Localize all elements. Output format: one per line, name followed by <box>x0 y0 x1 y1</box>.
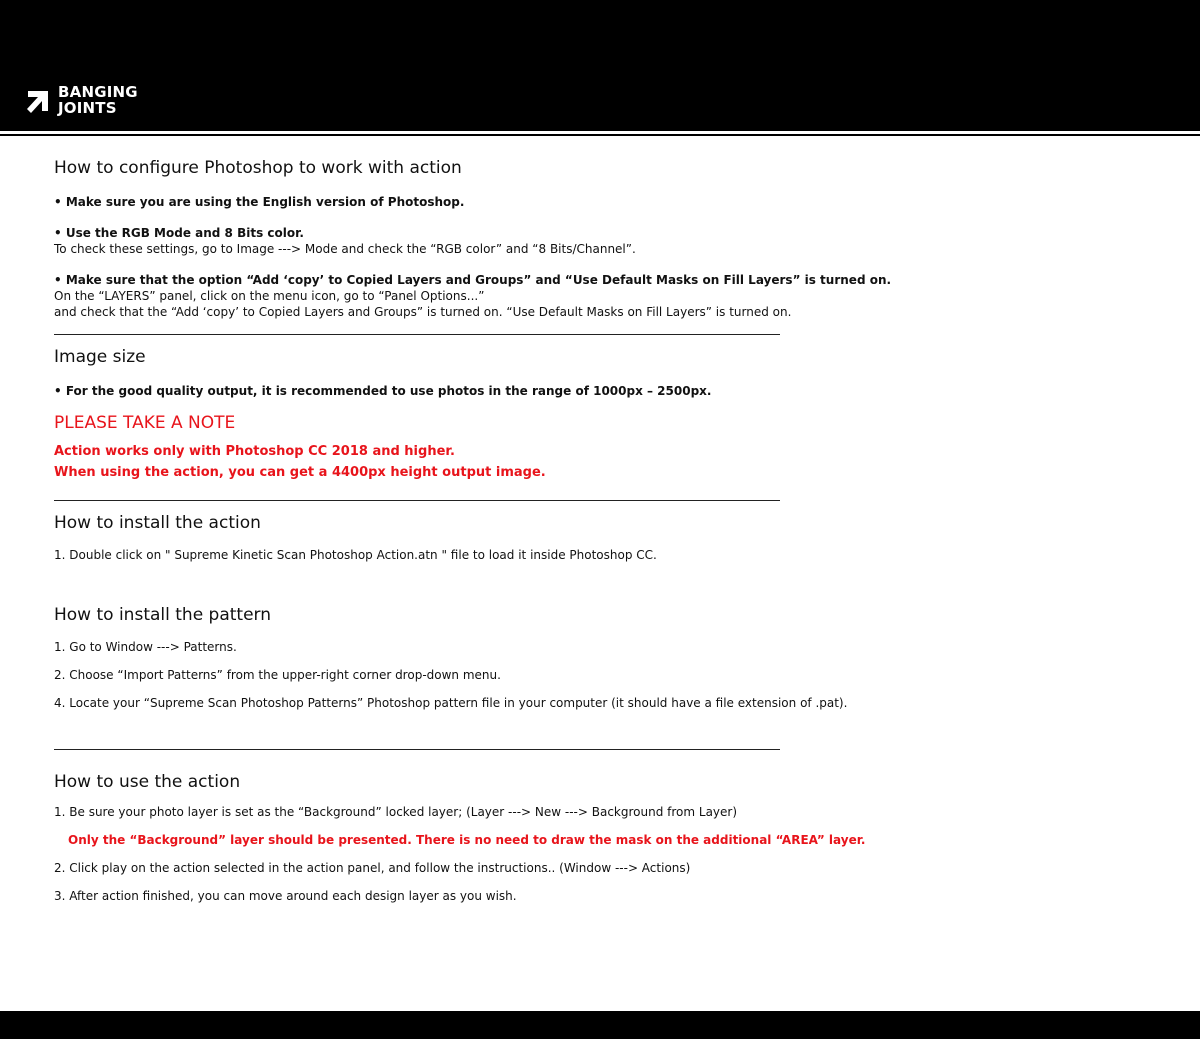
configure-item-layers: • Make sure that the option “Add ‘copy’ to Copied Layers and Groups” and “Use Default Masks on Fill Layers” is turned on. <box>54 273 892 287</box>
section-divider <box>54 500 780 501</box>
configure-item-layers-desc1: On the “LAYERS” panel, click on the menu icon, go to “Panel Options...” <box>54 289 485 303</box>
brand-name-line1: BANGING <box>58 83 138 101</box>
brand-name-line2: JOINTS <box>58 99 117 117</box>
image-size-section <box>54 345 1154 399</box>
instructions-content <box>54 156 1154 904</box>
use-action-step1: 1. Be sure your photo layer is set as the “Background” locked layer; (Layer ---> New ---> Background from Layer) <box>54 805 738 819</box>
image-size-item: • For the good quality output, it is recommended to use photos in the range of 1000px – 2500px. <box>54 384 712 398</box>
note-section <box>54 411 1154 483</box>
install-action-step1: 1. Double click on " Supreme Kinetic Scan Photoshop Action.atn " file to load it inside Photoshop CC. <box>54 548 657 562</box>
configure-title: How to configure Photoshop to work with action <box>54 158 462 178</box>
configure-item-layers-desc2: and check that the “Add ‘copy’ to Copied Layers and Groups” is turned on. “Use Default Masks on Fill Layers” is turned on. <box>54 305 792 319</box>
note-line-height: When using the action, you can get a 4400px height output image. <box>54 465 546 480</box>
footer-bar <box>0 1011 1200 1039</box>
arrow-logo-icon <box>26 85 52 115</box>
section-divider <box>54 749 780 750</box>
section-divider <box>54 334 780 335</box>
configure-item-rgb: • Use the RGB Mode and 8 Bits color. <box>54 226 304 240</box>
install-pattern-step1: 1. Go to Window ---> Patterns. <box>54 640 237 654</box>
configure-item-english: • Make sure you are using the English version of Photoshop. <box>54 195 465 209</box>
configure-item-rgb-desc: To check these settings, go to Image ---> Mode and check the “RGB color” and “8 Bits/Channel”. <box>54 242 636 256</box>
use-action-title: How to use the action <box>54 772 241 792</box>
install-action-section <box>54 511 1154 563</box>
use-action-section <box>54 770 1154 904</box>
image-size-title: Image size <box>54 347 146 367</box>
header-bar <box>0 0 1200 131</box>
install-pattern-step4: 4. Locate your “Supreme Scan Photoshop Patterns” Photoshop pattern file in your computer (it should have a file extension of .pat). <box>54 696 848 710</box>
install-pattern-step2: 2. Choose “Import Patterns” from the upper-right corner drop-down menu. <box>54 668 501 682</box>
install-action-title: How to install the action <box>54 513 261 533</box>
configure-section <box>54 156 1154 320</box>
brand-name <box>58 84 138 116</box>
note-line-version: Action works only with Photoshop CC 2018 and higher. <box>54 444 455 459</box>
install-pattern-title: How to install the pattern <box>54 605 272 625</box>
note-title: PLEASE TAKE A NOTE <box>54 413 236 433</box>
use-action-step3: 3. After action finished, you can move around each design layer as you wish. <box>54 889 517 903</box>
install-pattern-section <box>54 603 1154 711</box>
brand-logo <box>26 84 138 116</box>
header-underline <box>0 134 1200 136</box>
use-action-step2: 2. Click play on the action selected in the action panel, and follow the instructions.. (Window ---> Actions) <box>54 861 691 875</box>
use-action-step1-note: Only the “Background” layer should be presented. There is no need to draw the mask on the additional “AREA” layer. <box>68 833 866 847</box>
